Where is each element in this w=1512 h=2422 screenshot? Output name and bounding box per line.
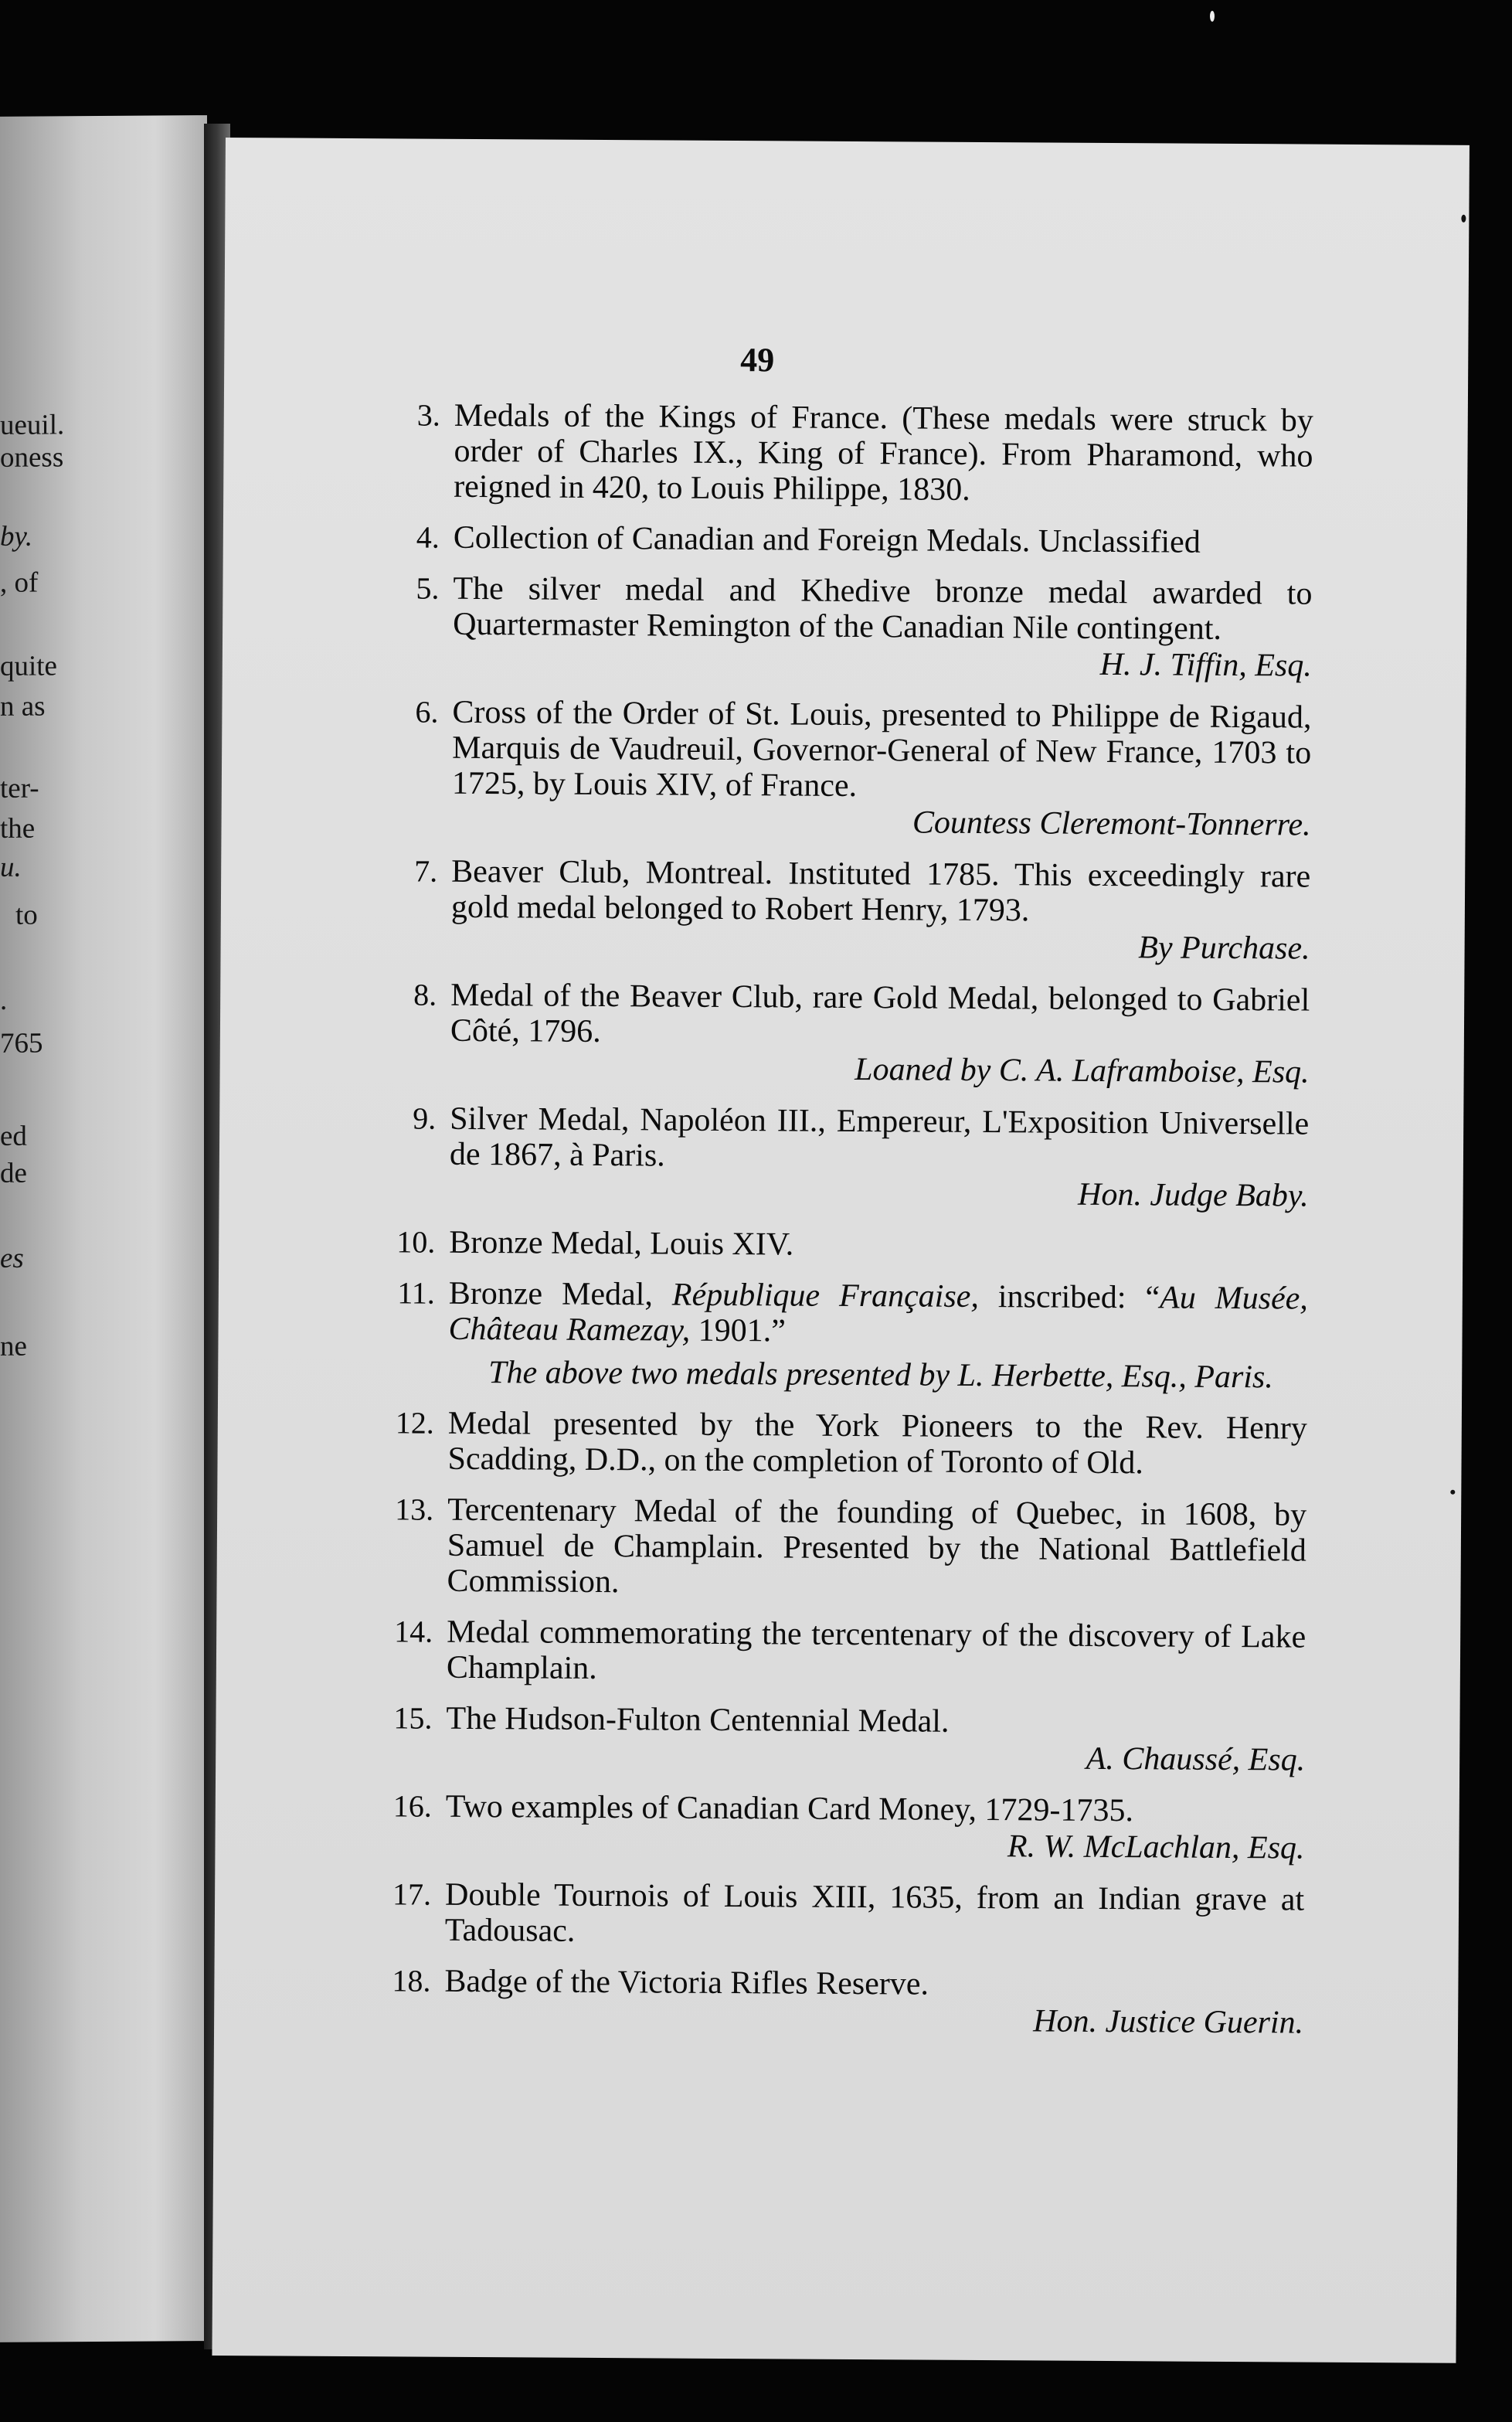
main-page bbox=[212, 138, 1470, 2363]
dust-speck bbox=[1210, 11, 1215, 22]
item-number: 14. bbox=[394, 1614, 433, 1649]
item-credit: A. Chaussé, Esq. bbox=[1086, 1740, 1306, 1778]
left-fragment: ueuil. bbox=[0, 409, 65, 441]
item-text: Medal of the Beaver Club, rare Gold Medal, belonged to Gabriel Côté, 1796. bbox=[450, 977, 1310, 1049]
left-fragment: es bbox=[0, 1242, 24, 1274]
item-text: Two examples of Canadian Card Money, 1729-1735. bbox=[445, 1788, 1134, 1829]
item-number: 15. bbox=[393, 1700, 433, 1736]
item-number: 9. bbox=[413, 1100, 437, 1136]
item-text: Bronze Medal, Louis XIV. bbox=[449, 1224, 794, 1263]
item-credit: H. J. Tiffin, Esq. bbox=[1099, 646, 1312, 684]
item-text: Collection of Canadian and Foreign Medals. Unclassified bbox=[453, 519, 1201, 560]
item-note: The above two medals presented by L. Herbette, Esq., Paris. bbox=[488, 1355, 1274, 1396]
left-fragment: , of bbox=[0, 566, 39, 599]
list-item bbox=[382, 1100, 1310, 1214]
item-text bbox=[448, 1276, 1308, 1352]
item-credit: By Purchase. bbox=[1138, 930, 1310, 967]
item-text-start: Bronze Medal, bbox=[448, 1275, 673, 1313]
item-text: Beaver Club, Montreal. Instituted 1785. This exceedingly rare gold medal belonged to Robert Henry, 1793. bbox=[450, 853, 1311, 929]
dust-speck bbox=[1450, 1490, 1455, 1495]
item-credit: R. W. McLachlan, Esq. bbox=[1007, 1828, 1305, 1866]
item-number: 5. bbox=[416, 570, 440, 606]
list-item bbox=[378, 1700, 1306, 1778]
list-item bbox=[379, 1492, 1306, 1604]
left-fragment: to bbox=[15, 899, 38, 931]
medal-list bbox=[376, 397, 1313, 2056]
item-credit: Hon. Justice Guerin. bbox=[1033, 2003, 1304, 2041]
item-text: Badge of the Victoria Rifles Reserve. bbox=[444, 1963, 929, 2002]
list-item bbox=[386, 519, 1313, 560]
list-item bbox=[377, 1876, 1305, 1953]
item-number: 8. bbox=[413, 977, 437, 1012]
list-item bbox=[380, 1275, 1308, 1395]
list-item bbox=[376, 1963, 1304, 2041]
item-number: 11. bbox=[397, 1275, 436, 1311]
left-fragment: the bbox=[0, 812, 36, 845]
left-fragment: quite bbox=[0, 650, 57, 682]
list-item bbox=[379, 1405, 1307, 1481]
list-item bbox=[386, 397, 1313, 509]
item-text-italic: Au Musée, Château Ramezay, bbox=[448, 1280, 1308, 1349]
left-fragment: ne bbox=[0, 1330, 27, 1362]
item-credit: Countess Cleremont-Tonnerre. bbox=[912, 804, 1311, 843]
item-text: The Hudson-Fulton Centennial Medal. bbox=[446, 1700, 950, 1740]
item-text: Tercentenary Medal of the founding of Quebec, in 1608, by Samuel de Champlain. Presented by the National Battlefield Commission. bbox=[447, 1492, 1307, 1600]
item-text-end: 1901.” bbox=[690, 1312, 787, 1349]
item-text: Cross of the Order of St. Louis, presented to Philippe de Rigaud, Marquis de Vaudreuil, Governor-General of New France, 1703 to 1725, by Louis XIV, of France. bbox=[451, 694, 1312, 804]
left-fragment: 765 bbox=[0, 1027, 43, 1060]
left-fragment: oness bbox=[0, 441, 64, 474]
item-number: 6. bbox=[415, 694, 439, 730]
item-text-mid: inscribed: “ bbox=[978, 1278, 1160, 1316]
item-text: Medal commemorating the tercentenary of the discovery of Lake Champlain. bbox=[446, 1614, 1306, 1686]
list-item bbox=[382, 977, 1310, 1090]
item-credit: Loaned by C. A. Laframboise, Esq. bbox=[855, 1051, 1310, 1090]
list-item bbox=[382, 853, 1310, 967]
item-text: Medal presented by the York Pioneers to the Rev. Henry Scadding, D.D., on the completion of Toronto of Old. bbox=[447, 1405, 1307, 1481]
item-number: 7. bbox=[414, 853, 438, 889]
item-text-italic: République Française, bbox=[671, 1277, 980, 1315]
left-fragment: ed bbox=[0, 1120, 27, 1152]
item-text: Medals of the Kings of France. (These medals were struck by order of Charles IX., King of France). From Pharamond, who reigned in 420, to Louis Philippe, 1830. bbox=[454, 397, 1313, 508]
item-number: 12. bbox=[395, 1405, 434, 1441]
page-number: 49 bbox=[740, 341, 775, 379]
item-text: Silver Medal, Napoléon III., Empereur, L'Exposition Universelle de 1867, à Paris. bbox=[449, 1100, 1310, 1174]
list-item bbox=[379, 1614, 1306, 1690]
list-item bbox=[381, 1224, 1308, 1265]
list-item bbox=[377, 1788, 1305, 1866]
left-facing-page bbox=[0, 115, 207, 2342]
left-fragment: n as bbox=[0, 690, 46, 723]
list-item bbox=[385, 570, 1313, 684]
left-fragment: by. bbox=[0, 520, 33, 553]
left-fragment: ter- bbox=[0, 772, 39, 804]
item-number: 10. bbox=[396, 1224, 436, 1260]
item-text: Double Tournois of Louis XIII, 1635, from an Indian grave at Tadousac. bbox=[444, 1876, 1305, 1949]
item-number: 4. bbox=[416, 519, 440, 555]
item-credit: Hon. Judge Baby. bbox=[1077, 1176, 1309, 1214]
item-number: 17. bbox=[392, 1876, 432, 1912]
item-number: 18. bbox=[392, 1963, 431, 1998]
left-fragment: . bbox=[0, 984, 8, 1016]
item-text: The silver medal and Khedive bronze medal awarded to Quartermaster Remington of the Canadian Nile contingent. bbox=[453, 570, 1313, 647]
list-item bbox=[383, 694, 1311, 843]
left-fragment: u. bbox=[0, 851, 22, 883]
item-number: 16. bbox=[392, 1788, 432, 1824]
dust-speck bbox=[1461, 215, 1466, 223]
item-number: 3. bbox=[416, 397, 440, 433]
item-number: 13. bbox=[395, 1492, 434, 1527]
left-fragment: de bbox=[0, 1157, 27, 1189]
